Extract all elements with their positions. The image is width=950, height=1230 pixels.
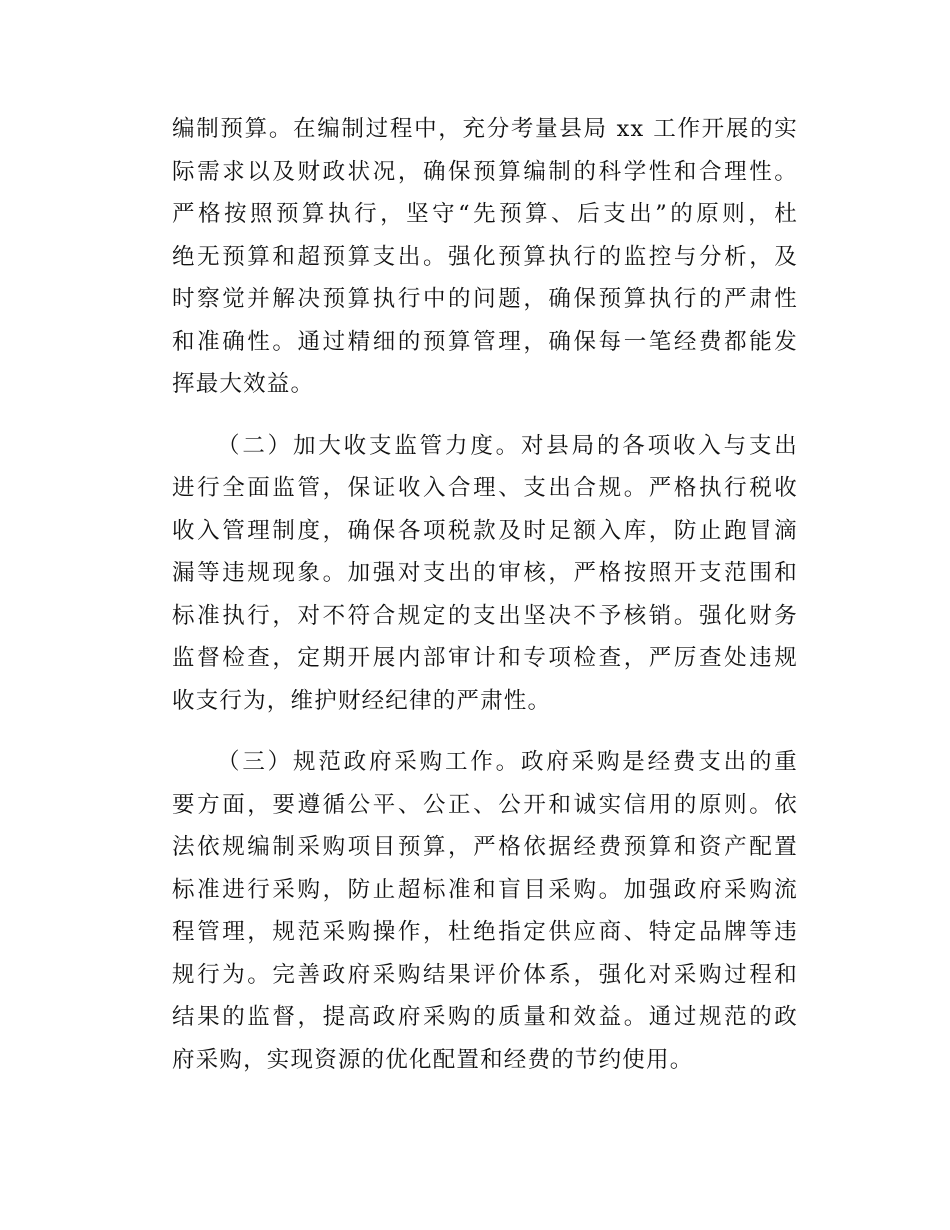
text-line: 际需求以及财政状况，确保预算编制的科学性和合理性。 <box>172 158 798 185</box>
text-line: 严格按照预算执行，坚守“先预算、后支出”的原则，杜 <box>172 201 798 227</box>
text-line: （二）加大收支监管力度。对县局的各项收入与支出 <box>217 432 798 459</box>
text-line: 挥最大效益。 <box>172 371 315 397</box>
paragraph-income-expenditure-supervision <box>172 425 798 723</box>
text-line: 结果的监督，提高政府采购的质量和效益。通过规范的政 <box>172 1004 798 1030</box>
text-line: 府采购，实现资源的优化配置和经费的节约使用。 <box>172 1046 694 1073</box>
text-line: 规行为。完善政府采购结果评价体系，强化对采购过程和 <box>172 961 798 988</box>
text-line: 漏等违规现象。加强对支出的审核，严格按照开支范围和 <box>172 560 798 586</box>
text-line: 编制预算。在编制过程中，充分考量县局 xx 工作开展的实 <box>172 116 798 142</box>
text-line: 和准确性。通过精细的预算管理，确保每一笔经费都能发 <box>172 328 798 355</box>
text-line: 标准进行采购，防止超标准和盲目采购。加强政府采购流 <box>172 876 798 903</box>
text-line: 进行全面监管，保证收入合理、支出合规。严格执行税收 <box>172 475 798 501</box>
text-line: 收支行为，维护财经纪律的严肃性。 <box>172 687 552 714</box>
text-line: 收入管理制度，确保各项税款及时足额入库，防止跑冒滴 <box>172 517 798 544</box>
text-line: 程管理，规范采购操作，杜绝指定供应商、特定品牌等违 <box>172 919 798 945</box>
text-line: （三）规范政府采购工作。政府采购是经费支出的重 <box>217 749 798 775</box>
text-line: 绝无预算和超预算支出。强化预算执行的监控与分析，及 <box>172 243 798 270</box>
document-body <box>172 108 798 1081</box>
text-line: 要方面，要遵循公平、公正、公开和诚实信用的原则。依 <box>172 791 798 818</box>
paragraph-budget-preparation <box>172 108 798 406</box>
text-line: 时察觉并解决预算执行中的问题，确保预算执行的严肃性 <box>172 286 798 312</box>
text-line: 监督检查，定期开展内部审计和专项检查，严厉查处违规 <box>172 645 798 671</box>
paragraph-government-procurement <box>172 741 798 1081</box>
text-line: 标准执行，对不符合规定的支出坚决不予核销。强化财务 <box>172 602 798 629</box>
text-line: 法依规编制采购项目预算，严格依据经费预算和资产配置 <box>172 834 798 860</box>
